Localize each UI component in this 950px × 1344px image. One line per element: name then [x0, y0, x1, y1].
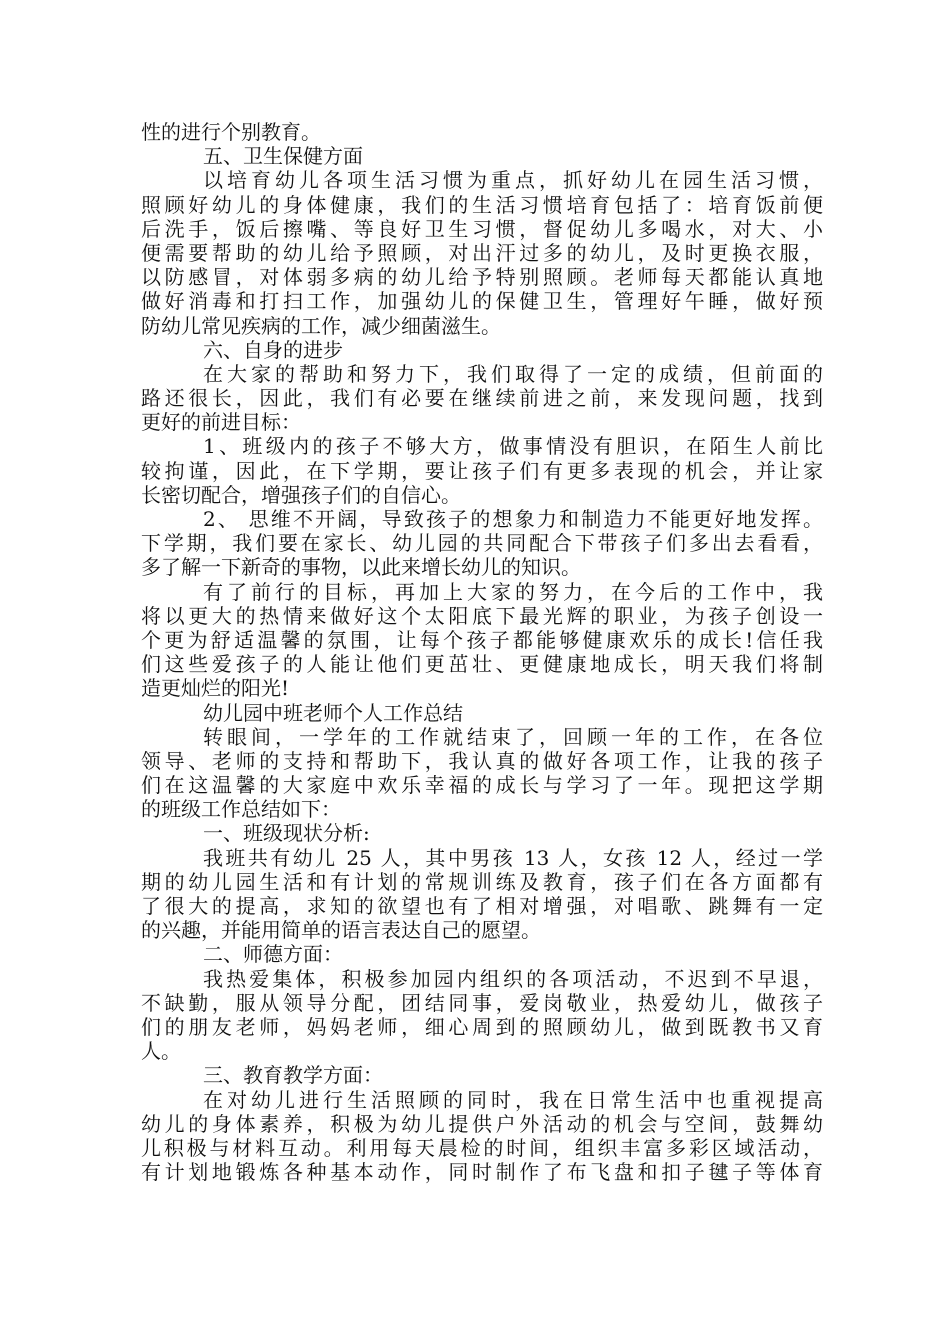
text-line: 在对幼儿进行生活照顾的同时，我在日常生活中也重视提高 — [203, 1087, 823, 1112]
text-line: 领导、老师的支持和帮助下，我认真的做好各项工作，让我的孩子 — [141, 748, 823, 773]
text-line: 将以更大的热情来做好这个太阳底下最光辉的职业，为孩子创设一 — [141, 603, 823, 628]
text-line: 照顾好幼儿的身体健康，我们的生活习惯培育包括了：培育饭前便 — [141, 192, 823, 217]
text-line: 了很大的提高，求知的欲望也有了相对增强，对唱歌、跳舞有一定 — [141, 894, 823, 918]
text-line: 做好消毒和打扫工作，加强幼儿的保健卫生，管理好午睡，做好预 — [141, 289, 823, 314]
text-line: 便需要帮助的幼儿给予照顾，对出汗过多的幼儿，及时更换衣服， — [141, 240, 823, 265]
text-line: 们在这温馨的大家庭中欢乐幸福的成长与学习了一年。现把这学期 — [141, 773, 823, 798]
text-line: 较拘谨，因此，在下学期，要让孩子们有更多表现的机会，并让家 — [141, 458, 823, 483]
text-line: 防幼儿常见疾病的工作，减少细菌滋生。 — [141, 313, 501, 338]
text-line: 1、班级内的孩子不够大方，做事情没有胆识，在陌生人前比 — [203, 434, 823, 459]
text-line: 转眼间，一学年的工作就结束了，回顾一年的工作，在各位 — [203, 724, 823, 749]
text-line: 性的进行个别教育。 — [141, 120, 321, 144]
text-line: 下学期，我们要在家长、幼儿园的共同配合下带孩子们多出去看看， — [141, 531, 823, 556]
text-line: 多了解一下新奇的事物，以此来增长幼儿的知识。 — [141, 555, 581, 580]
text-line: 们这些爱孩子的人能让他们更茁壮、更健康地成长，明天我们将制 — [141, 652, 823, 677]
text-line: 三、教育教学方面： — [203, 1063, 383, 1088]
text-line: 以培育幼儿各项生活习惯为重点，抓好幼儿在园生活习惯， — [203, 168, 823, 193]
text-line: 二、师德方面： — [203, 942, 343, 967]
text-line: 们的朋友老师，妈妈老师，细心周到的照顾幼儿，做到既教书又育 — [141, 1014, 823, 1039]
text-line: 后洗手，饭后擦嘴、等良好卫生习惯，督促幼儿多喝水，对大、小 — [141, 216, 823, 241]
text-line: 长密切配合，增强孩子们的自信心。 — [141, 482, 461, 507]
text-line: 儿积极与材料互动。利用每天晨检的时间，组织丰富多彩区域活动， — [141, 1135, 823, 1160]
text-line: 路还很长，因此，我们有必要在继续前进之前，来发现问题，找到 — [141, 386, 823, 411]
text-line: 个更为舒适温馨的氛围，让每个孩子都能够健康欢乐的成长!信任我 — [141, 627, 823, 652]
text-line: 造更灿烂的阳光! — [141, 676, 290, 701]
text-line: 更好的前进目标： — [141, 410, 301, 435]
text-line: 一、班级现状分析: — [203, 821, 370, 846]
text-line: 以防感冒，对体弱多病的幼儿给予特别照顾。老师每天都能认真地 — [141, 265, 823, 290]
document-page — [141, 120, 823, 1184]
text-line: 人。 — [141, 1039, 181, 1064]
text-line: 幼儿园中班老师个人工作总结 — [203, 700, 463, 725]
text-line: 我班共有幼儿 25 人，其中男孩 13 人，女孩 12 人，经过一学 — [203, 845, 823, 870]
text-line: 有计划地锻炼各种基本动作，同时制作了布飞盘和扣子毽子等体育 — [141, 1160, 823, 1185]
text-line: 2、 思维不开阔，导致孩子的想象力和制造力不能更好地发挥。 — [203, 507, 823, 531]
text-line: 的兴趣，并能用简单的语言表达自己的愿望。 — [141, 918, 541, 943]
text-line: 有了前行的目标，再加上大家的努力，在今后的工作中，我 — [203, 579, 823, 604]
text-line: 在大家的帮助和努力下，我们取得了一定的成绩，但前面的 — [203, 361, 823, 386]
text-line: 不缺勤，服从领导分配，团结同事，爱岗敬业，热爱幼儿，做孩子 — [141, 990, 823, 1015]
text-line: 我热爱集体，积极参加园内组织的各项活动，不迟到不早退， — [203, 966, 823, 991]
text-line: 幼儿的身体素养，积极为幼儿提供户外活动的机会与空间，鼓舞幼 — [141, 1111, 823, 1136]
text-line: 五、卫生保健方面 — [203, 144, 363, 169]
text-line: 的班级工作总结如下： — [141, 797, 341, 822]
text-line: 六、自身的进步 — [203, 337, 343, 362]
text-line: 期的幼儿园生活和有计划的常规训练及教育，孩子们在各方面都有 — [141, 869, 823, 894]
